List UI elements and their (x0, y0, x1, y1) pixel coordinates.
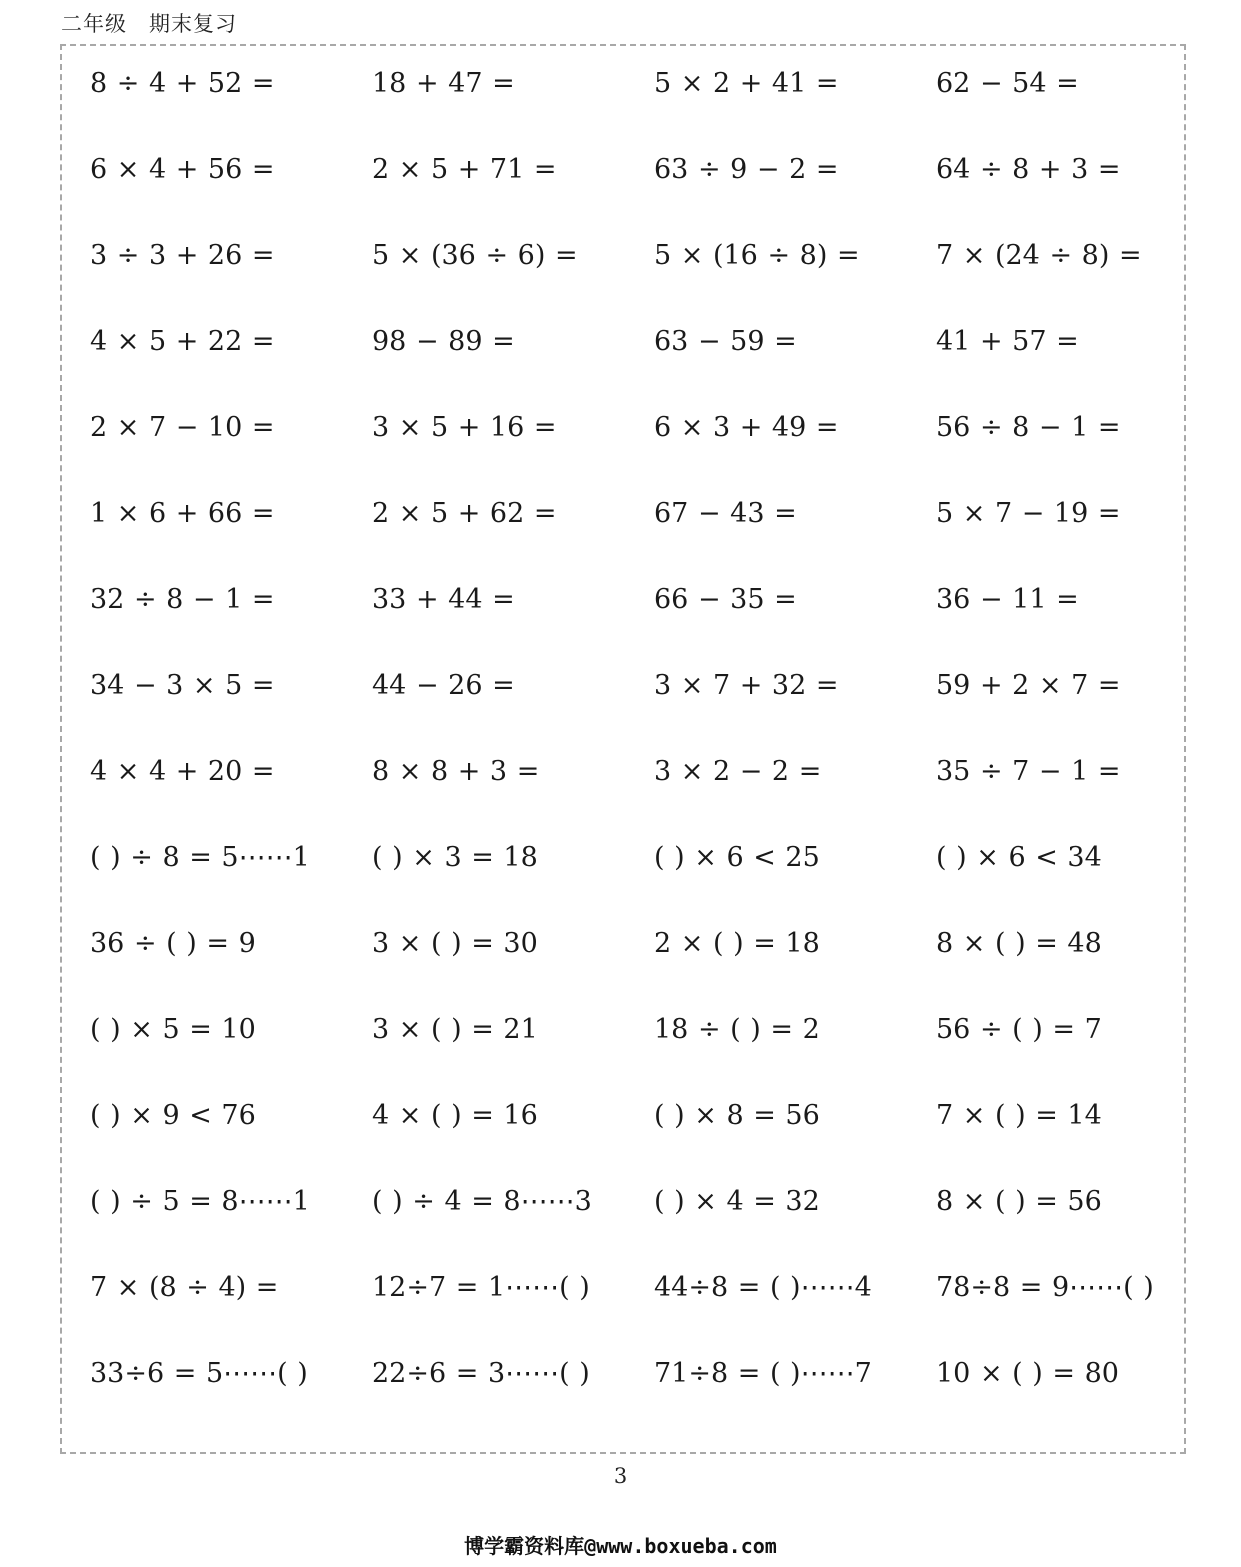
problem: 59 + 2 × 7 = (936, 670, 1121, 701)
problem: 8 ÷ 4 + 52 = (90, 68, 275, 99)
problem: 33 + 44 = (372, 584, 515, 615)
problem: 3 × 2 − 2 = (654, 756, 822, 787)
problem: ( ) × 9 < 76 (90, 1100, 256, 1131)
problem: 2 × 7 − 10 = (90, 412, 275, 443)
problem: 3 × 7 + 32 = (654, 670, 839, 701)
problem: ( ) × 5 = 10 (90, 1014, 256, 1045)
problem: 5 × (16 ÷ 8) = (654, 240, 860, 271)
problem: 3 × ( ) = 21 (372, 1014, 538, 1045)
problem: 4 × ( ) = 16 (372, 1100, 538, 1131)
problem: 64 ÷ 8 + 3 = (936, 154, 1121, 185)
page-header (61, 8, 237, 38)
problem: 5 × 2 + 41 = (654, 68, 839, 99)
problem: 8 × 8 + 3 = (372, 756, 540, 787)
problem: 7 × (24 ÷ 8) = (936, 240, 1142, 271)
problem: 63 − 59 = (654, 326, 797, 357)
problem: 3 ÷ 3 + 26 = (90, 240, 275, 271)
problem: 22÷6 = 3⋯⋯( ) (372, 1358, 590, 1389)
problem: 63 ÷ 9 − 2 = (654, 154, 839, 185)
problem: 56 ÷ 8 − 1 = (936, 412, 1121, 443)
problem: ( ) ÷ 4 = 8⋯⋯3 (372, 1186, 592, 1217)
problem: 32 ÷ 8 − 1 = (90, 584, 275, 615)
problem: 36 ÷ ( ) = 9 (90, 928, 256, 959)
problem: 36 − 11 = (936, 584, 1079, 615)
page-number: 3 (613, 1464, 628, 1488)
problem: 7 × (8 ÷ 4) = (90, 1272, 279, 1303)
problem: 4 × 5 + 22 = (90, 326, 275, 357)
problem: 18 ÷ ( ) = 2 (654, 1014, 820, 1045)
problem: 56 ÷ ( ) = 7 (936, 1014, 1102, 1045)
problem: 10 × ( ) = 80 (936, 1358, 1119, 1389)
problem: ( ) ÷ 8 = 5⋯⋯1 (90, 842, 310, 873)
header-title: 期末复习 (149, 12, 237, 36)
problem: 5 × (36 ÷ 6) = (372, 240, 578, 271)
problem-grid (90, 60, 1200, 1436)
problem: 34 − 3 × 5 = (90, 670, 275, 701)
problem: 98 − 89 = (372, 326, 515, 357)
problem: 12÷7 = 1⋯⋯( ) (372, 1272, 590, 1303)
problem: 8 × ( ) = 48 (936, 928, 1102, 959)
grade-label: 二年级 (61, 12, 127, 36)
problem: ( ) × 4 = 32 (654, 1186, 820, 1217)
problem: 44÷8 = ( )⋯⋯4 (654, 1272, 872, 1303)
problem: 1 × 6 + 66 = (90, 498, 275, 529)
problem: ( ) × 3 = 18 (372, 842, 538, 873)
problem: ( ) × 6 < 34 (936, 842, 1102, 873)
problem: 3 × ( ) = 30 (372, 928, 538, 959)
problem: 62 − 54 = (936, 68, 1079, 99)
problem: 4 × 4 + 20 = (90, 756, 275, 787)
problem: 8 × ( ) = 56 (936, 1186, 1102, 1217)
problem: 67 − 43 = (654, 498, 797, 529)
problem: 6 × 3 + 49 = (654, 412, 839, 443)
problem: 2 × 5 + 71 = (372, 154, 557, 185)
problem: 3 × 5 + 16 = (372, 412, 557, 443)
problem: 33÷6 = 5⋯⋯( ) (90, 1358, 308, 1389)
problem: 18 + 47 = (372, 68, 515, 99)
problem: ( ) ÷ 5 = 8⋯⋯1 (90, 1186, 310, 1217)
problem: 71÷8 = ( )⋯⋯7 (654, 1358, 872, 1389)
problem: 2 × ( ) = 18 (654, 928, 820, 959)
footer-watermark: 博学霸资料库@www.boxueba.com (464, 1534, 777, 1558)
problem: 7 × ( ) = 14 (936, 1100, 1102, 1131)
problem: 35 ÷ 7 − 1 = (936, 756, 1121, 787)
problem: 5 × 7 − 19 = (936, 498, 1121, 529)
problem: 66 − 35 = (654, 584, 797, 615)
problem: ( ) × 8 = 56 (654, 1100, 820, 1131)
problem: 44 − 26 = (372, 670, 515, 701)
problem: 78÷8 = 9⋯⋯( ) (936, 1272, 1154, 1303)
problem: ( ) × 6 < 25 (654, 842, 820, 873)
problem: 6 × 4 + 56 = (90, 154, 275, 185)
problem: 2 × 5 + 62 = (372, 498, 557, 529)
problem: 41 + 57 = (936, 326, 1079, 357)
